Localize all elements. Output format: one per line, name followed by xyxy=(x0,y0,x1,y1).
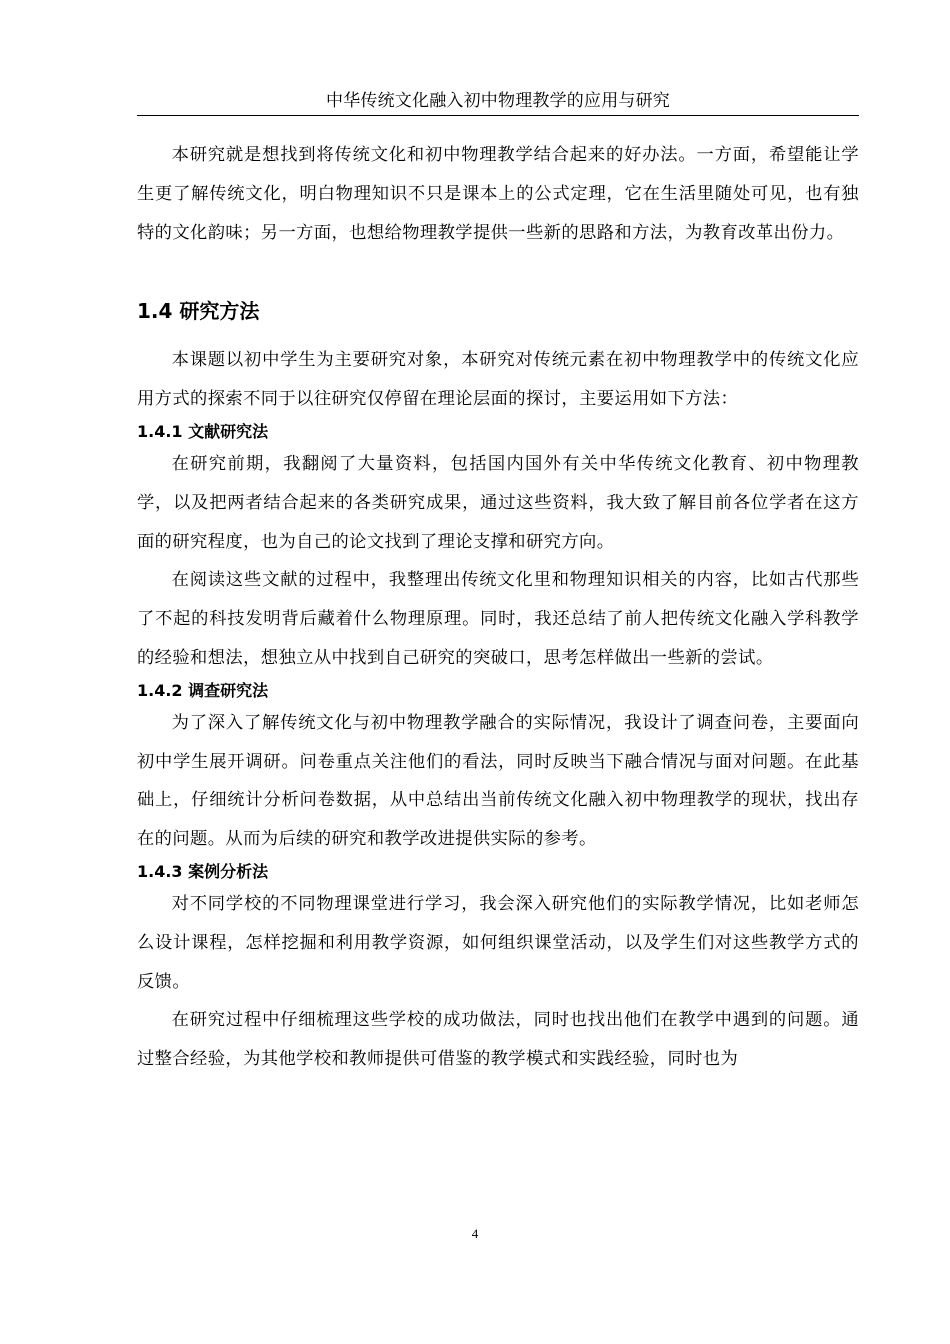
header-rule xyxy=(137,115,859,116)
paragraph-1-4-1-b: 在阅读这些文献的过程中，我整理出传统文化里和物理知识相关的内容，比如古代那些了不起的科技发明背后藏着什么物理原理。同时，我还总结了前人把传统文化融入学科教学的经验和想法，想独立从中找到自己研究的突破口，思考怎样做出一些新的尝试。 xyxy=(137,570,859,668)
subsection-heading-1-4-1: 1.4.1 文献研究法 xyxy=(137,421,269,441)
subsection-heading-1-4-2: 1.4.2 调查研究法 xyxy=(137,680,269,700)
document-body xyxy=(137,136,859,1079)
spacer xyxy=(137,252,859,291)
paragraph-1-4: 本课题以初中学生为主要研究对象，本研究对传统元素在初中物理教学中的传统文化应用方式的探索不同于以往研究仅停留在理论层面的探讨，主要运用如下方法： xyxy=(137,350,859,410)
page-number: 4 xyxy=(471,1226,479,1241)
section-heading-1-4: 1.4 研究方法 xyxy=(137,299,260,324)
spacer xyxy=(137,331,859,341)
paragraph-1-4-3-a: 对不同学校的不同物理课堂进行学习，我会深入研究他们的实际教学情况，比如老师怎么设计课程，怎样挖掘和利用教学资源，如何组织课堂活动，以及学生们对这些教学方式的反馈。 xyxy=(137,893,859,992)
subsection-heading-1-4-3: 1.4.3 案例分析法 xyxy=(137,861,269,881)
paragraph-1-4-2: 为了深入了解传统文化与初中物理教学融合的实际情况，我设计了调查问卷，主要面向初中学生展开调研。问卷重点关注他们的看法，同时反映当下融合情况与面对问题。在此基础上，仔细统计分析问卷数据，从中总结出当前传统文化融入初中物理教学的现状，找出存在的问题。从而为后续的研究和教学改进提供实际的参考。 xyxy=(137,712,859,850)
paragraph-1-4-3-b: 在研究过程中仔细梳理这些学校的成功做法，同时也找出他们在教学中遇到的问题。通过整合经验，为其他学校和教师提供可借鉴的教学模式和实践经验，同时也为 xyxy=(137,1010,859,1070)
running-header: 中华传统文化融入初中物理教学的应用与研究 xyxy=(326,91,670,111)
paragraph-intro: 本研究就是想找到将传统文化和初中物理教学结合起来的好办法。一方面，希望能让学生更了解传统文化，明白物理知识不只是课本上的公式定理，它在生活里随处可见，也有独特的文化韵味；另一方面，也想给物理教学提供一些新的思路和方法，为教育改革出份力。 xyxy=(137,145,859,243)
paragraph-1-4-1-a: 在研究前期，我翻阅了大量资料，包括国内国外有关中华传统文化教育、初中物理教学，以及把两者结合起来的各类研究成果，通过这些资料，我大致了解目前各位学者在这方面的研究程度，也为自己的论文找到了理论支撑和研究方向。 xyxy=(137,453,859,552)
